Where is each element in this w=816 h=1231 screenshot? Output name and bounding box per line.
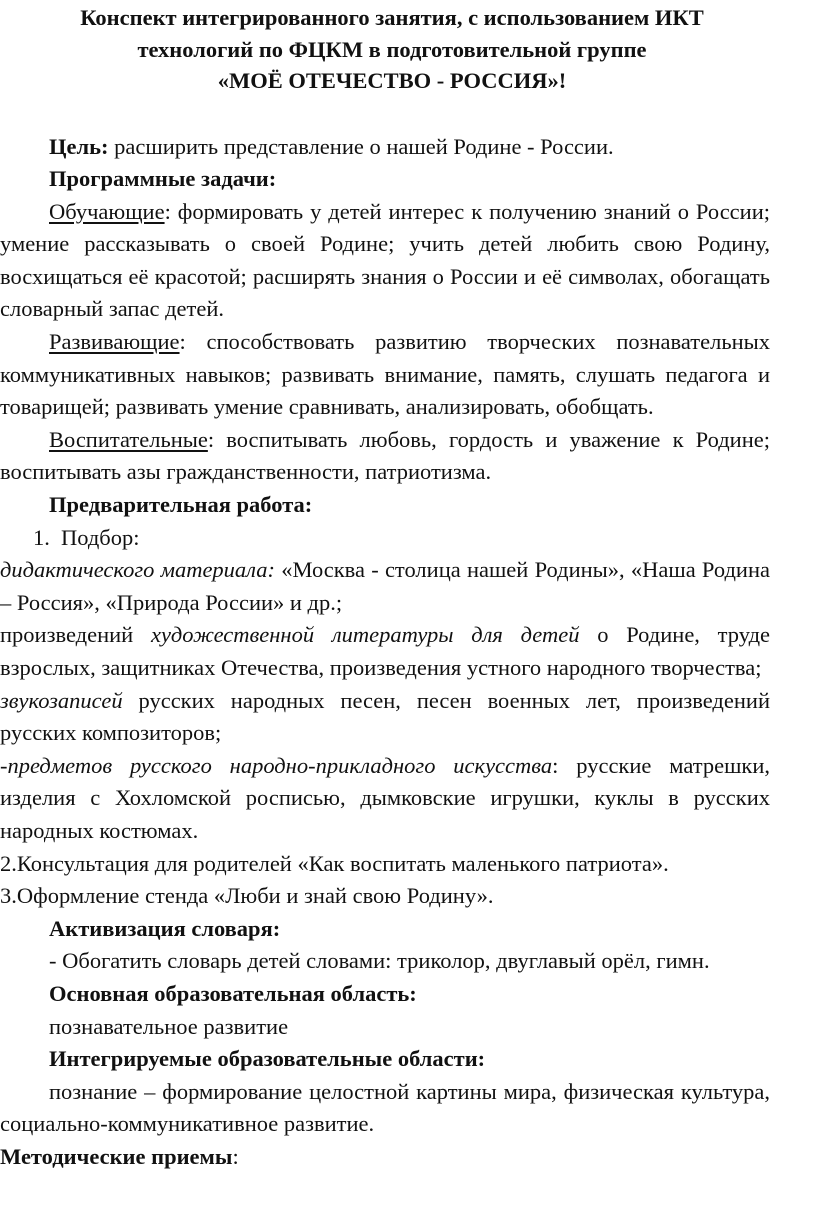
main-area-heading: Основная образовательная область:: [49, 980, 417, 1006]
teaching-paragraph: [0, 196, 770, 326]
didactic-italic: дидактического материала:: [0, 557, 276, 583]
prework-item-1-number: 1.: [33, 524, 50, 550]
teaching-label: Обучающие: [49, 198, 165, 224]
prework-heading: Предварительная работа:: [49, 492, 313, 518]
integrated-heading: Интегрируемые образовательные области:: [49, 1046, 486, 1072]
developing-label: Развивающие: [49, 329, 180, 355]
literature-text: о Родине, труде взрослых, защитниках Отечества, произведения устного народного творчества;: [0, 622, 771, 680]
title-line-1: Конспект интегрированного занятия, с использованием ИКТ: [80, 5, 704, 30]
teaching-text: : формировать у детей интерес к получению знаний о России; умение рассказывать о своей Родине; учить детей любить свою Родину, восхищаться её красотой; расширять знания о России и её символах, обогащать словарный запас детей.: [0, 198, 770, 322]
literature-paragraph: [0, 619, 770, 684]
developing-paragraph: [0, 326, 770, 424]
goal-text: расширить представление о нашей Родине - России.: [108, 133, 614, 159]
literature-prefix: произведений: [0, 622, 151, 648]
title-line-3: «МОЁ ОТЕЧЕСТВО - РОССИЯ»!: [217, 68, 567, 93]
didactic-text: «Москва - столица нашей Родины», «Наша Родина – Россия», «Природа России» и др.;: [0, 557, 770, 615]
prework-item-1: [0, 522, 770, 555]
audio-text: русских народных песен, песен военных лет, произведений русских композиторов;: [0, 687, 770, 746]
goal-label: Цель:: [49, 133, 109, 159]
items-italic: -предметов русского народно-прикладного искусства: [0, 752, 553, 778]
literature-italic: художественной литературы для детей: [150, 622, 580, 648]
vocab-text: - Обогатить словарь детей словами: триколор, двуглавый орёл, гимн.: [49, 948, 710, 974]
methods-colon: :: [232, 1143, 239, 1169]
document-title: [0, 2, 770, 97]
educating-label: Воспитательные: [49, 426, 208, 452]
audio-italic: звукозаписей: [0, 687, 123, 713]
methods-heading: Методические приемы: [0, 1143, 233, 1169]
audio-paragraph: [0, 685, 770, 750]
integrated-text: познание – формирование целостной картины мира, физическая культура, социально-коммуникативное развитие.: [0, 1078, 770, 1137]
prework-item-1-text: Подбор:: [61, 524, 140, 550]
educating-text: : воспитывать любовь, гордость и уважение к Родине; воспитывать азы гражданственности, патриотизма.: [0, 426, 770, 485]
main-area-text: познавательное развитие: [49, 1013, 289, 1039]
methods-paragraph: [0, 1141, 770, 1174]
vocab-heading: Активизация словаря:: [49, 915, 281, 941]
prework-item-2: 2.Консультация для родителей «Как воспитать маленького патриота».: [0, 850, 669, 876]
didactic-paragraph: [0, 554, 770, 619]
goal-paragraph: [0, 131, 770, 164]
document-page: [0, 2, 816, 1231]
items-text: : русские матрешки, изделия с Хохломской росписью, дымковские игрушки, куклы в русских народных костюмах.: [0, 752, 770, 843]
items-paragraph: [0, 750, 770, 848]
prework-item-3: 3.Оформление стенда «Люби и знай свою Родину».: [0, 883, 494, 909]
developing-text: : способствовать развитию творческих познавательных коммуникативных навыков; развивать внимание, память, слушать педагога и товарищей; развивать умение сравнивать, анализировать, обобщать.: [0, 329, 770, 420]
educating-paragraph: [0, 424, 770, 489]
title-line-2: технологий по ФЦКМ в подготовительной группе: [137, 36, 647, 62]
tasks-heading: Программные задачи:: [49, 166, 277, 192]
